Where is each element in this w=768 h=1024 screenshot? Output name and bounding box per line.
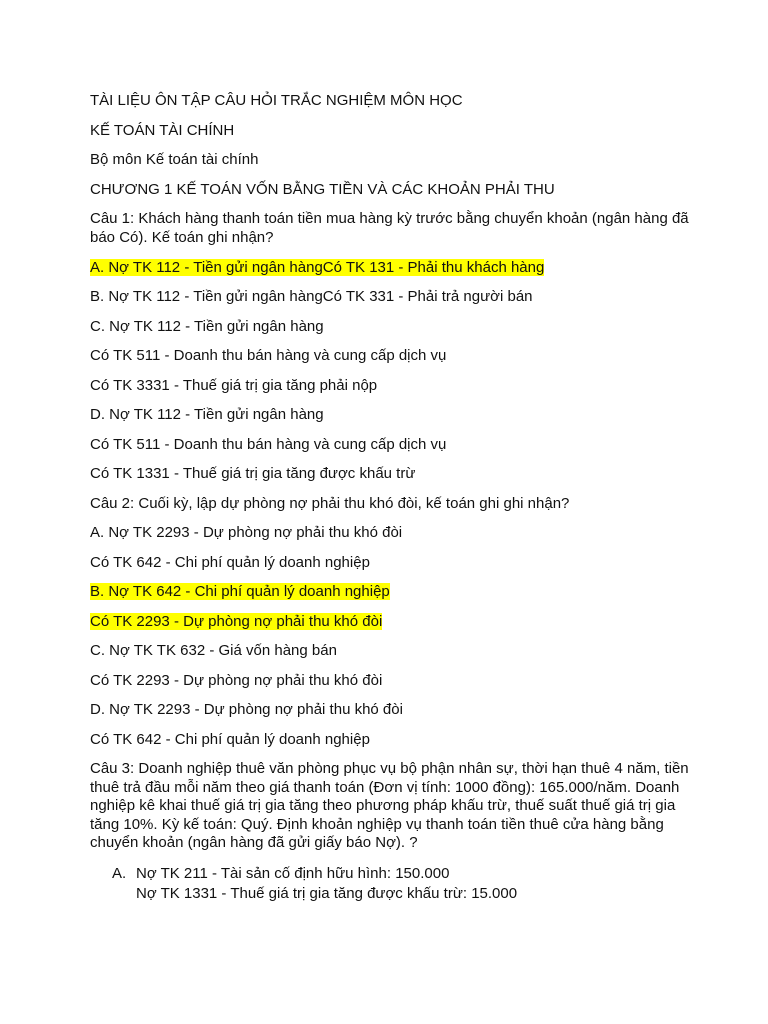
q1-option-d-credit-2: Có TK 1331 - Thuế giá trị gia tăng được khấu trừ — [90, 465, 416, 482]
q2-option-a-debit: A. Nợ TK 2293 - Dự phòng nợ phải thu khó đòi — [90, 524, 403, 541]
document-title-line-2: KẾ TOÁN TÀI CHÍNH — [90, 121, 235, 139]
q1-option-b: B. Nợ TK 112 - Tiền gửi ngân hàngCó TK 331 - Phải trả người bán — [90, 288, 533, 305]
q1-option-a-highlighted-answer: A. Nợ TK 112 - Tiền gửi ngân hàngCó TK 131 - Phải thu khách hàng — [90, 258, 545, 276]
q3-option-a-body — [136, 864, 690, 904]
q2-option-b-debit-highlighted-answer: B. Nợ TK 642 - Chi phí quản lý doanh nghiệp — [90, 583, 390, 600]
q2-option-c-credit: Có TK 2293 - Dự phòng nợ phải thu khó đòi — [90, 671, 383, 689]
question-1-text: Câu 1: Khách hàng thanh toán tiền mua hàng kỳ trước bằng chuyển khoản (ngân hàng đã báo Có). Kế toán ghi nhận? — [90, 210, 689, 246]
q1-option-c-debit: C. Nợ TK 112 - Tiền gửi ngân hàng — [90, 317, 324, 335]
q3-option-a-label: A. — [112, 865, 127, 882]
q2-option-d-debit: D. Nợ TK 2293 - Dự phòng nợ phải thu khó đòi — [90, 701, 403, 718]
q1-option-c-credit-1: Có TK 511 - Doanh thu bán hàng và cung cấp dịch vụ — [90, 347, 447, 364]
document-title-line-1: TÀI LIỆU ÔN TẬP CÂU HỎI TRẮC NGHIỆM MÔN HỌC — [90, 92, 463, 109]
q1-option-c-credit-2: Có TK 3331 - Thuế giá trị gia tăng phải nộp — [90, 376, 378, 394]
q3-option-a — [112, 864, 690, 904]
q2-option-b-debit — [90, 583, 690, 601]
q3-option-a-line-2: Nợ TK 1331 - Thuế giá trị gia tăng được khấu trừ: 15.000 — [136, 885, 518, 902]
q2-option-a-credit: Có TK 642 - Chi phí quản lý doanh nghiệp — [90, 553, 370, 571]
q2-option-b-credit-highlighted-answer: Có TK 2293 - Dự phòng nợ phải thu khó đòi — [90, 612, 383, 630]
q3-option-a-line-1: Nợ TK 211 - Tài sản cố định hữu hình: 150.000 — [136, 865, 450, 882]
question-3-text: Câu 3: Doanh nghiệp thuê văn phòng phục vụ bộ phận nhân sự, thời hạn thuê 4 năm, tiền thuê trả đầu mỗi năm theo giá thanh toán (Đơn vị tính: 1000 đồng): 165.000/năm. Doanh nghiệp kê khai thuế giá trị gia tăng theo phương pháp khấu trừ, thuế suất thuế giá trị gia tăng 10%. Kỳ kế toán: Quý. Định khoản nghiệp vụ thanh toán tiền thuê cửa hàng bằng chuyển khoản (ngân hàng đã gửi giấy báo Nợ). ? — [90, 760, 689, 851]
q1-option-d-debit: D. Nợ TK 112 - Tiền gửi ngân hàng — [90, 406, 324, 423]
question-2-text: Câu 2: Cuối kỳ, lập dự phòng nợ phải thu khó đòi, kế toán ghi ghi nhận? — [90, 494, 570, 512]
q1-option-a — [90, 259, 690, 277]
q2-option-b-credit — [90, 613, 690, 631]
q2-option-d-credit: Có TK 642 - Chi phí quản lý doanh nghiệp — [90, 730, 370, 748]
chapter-heading: CHƯƠNG 1 KẾ TOÁN VỐN BẰNG TIỀN VÀ CÁC KHOẢN PHẢI THU — [90, 180, 555, 198]
document-page — [90, 92, 690, 904]
q2-option-c-debit: C. Nợ TK TK 632 - Giá vốn hàng bán — [90, 642, 337, 659]
department-name: Bộ môn Kế toán tài chính — [90, 151, 259, 168]
q1-option-d-credit-1: Có TK 511 - Doanh thu bán hàng và cung cấp dịch vụ — [90, 435, 447, 453]
